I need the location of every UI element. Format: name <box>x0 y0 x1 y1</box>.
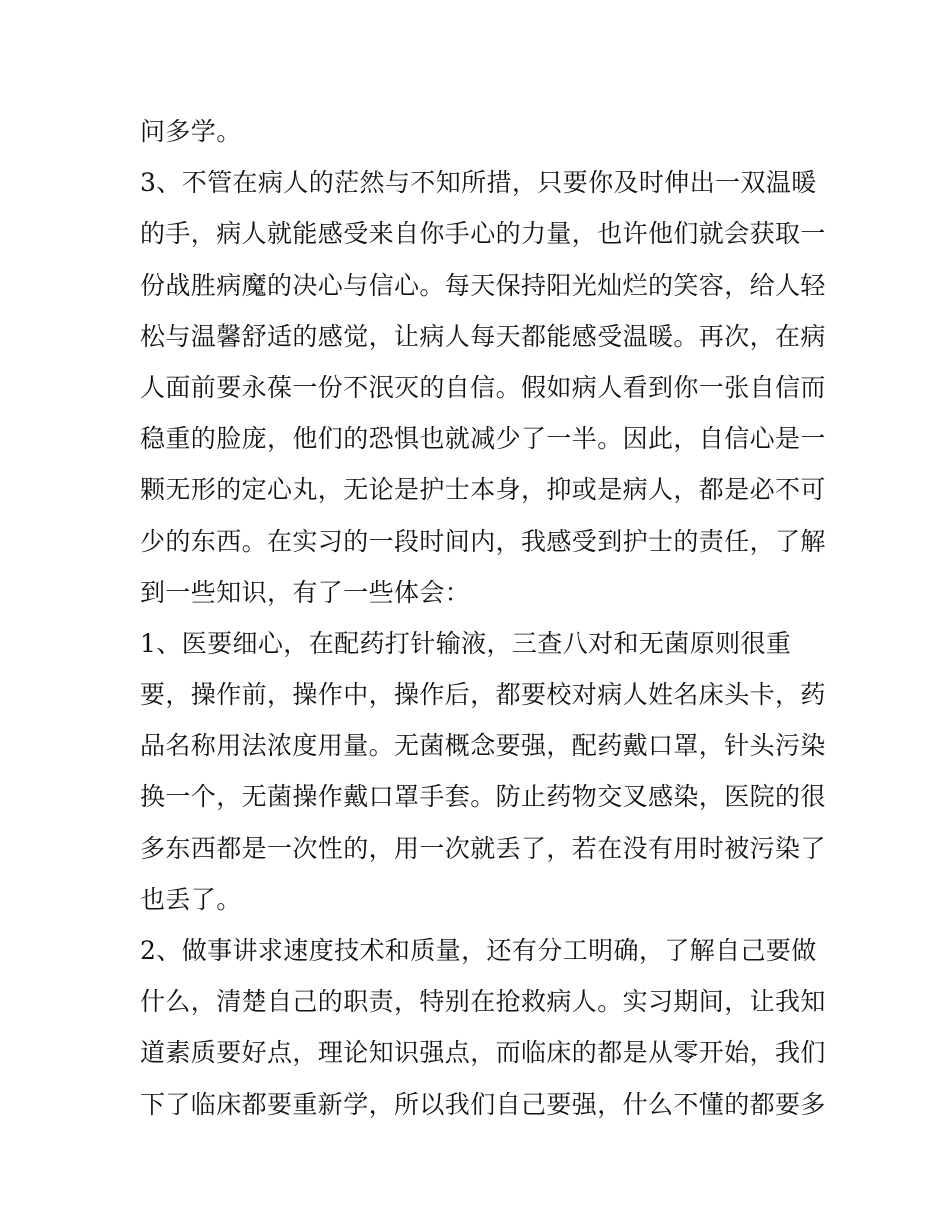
text-line: 品名称用法浓度用量。无菌概念要强，配药戴口罩，针头污染 <box>140 731 826 761</box>
text-line: 到一些知识，有了一些体会： <box>140 577 471 607</box>
text-line: 颗无形的定心丸，无论是护士本身，抑或是病人，都是必不可 <box>140 475 826 505</box>
body-text <box>140 106 826 1130</box>
text-line: 问多学。 <box>140 117 242 146</box>
text-line: 松与温馨舒适的感觉，让病人每天都能感受温暖。再次，在病 <box>140 321 826 351</box>
text-line: 3、不管在病人的茫然与不知所措，只要你及时伸出一双温暖 <box>140 168 817 198</box>
text-line: 2、做事讲求速度技术和质量，还有分工明确，了解自己要做 <box>140 936 817 965</box>
text-line: 什么，清楚自己的职责，特别在抢救病人。实习期间，让我知 <box>140 987 826 1017</box>
text-line: 稳重的脸庞，他们的恐惧也就减少了一半。因此，自信心是一 <box>140 424 826 454</box>
text-line: 多东西都是一次性的，用一次就丢了，若在没有用时被污染了 <box>140 833 826 863</box>
text-line: 人面前要永葆一份不泯灭的自信。假如病人看到你一张自信而 <box>140 372 826 402</box>
text-line: 要，操作前，操作中，操作后，都要校对病人姓名床头卡，药 <box>140 680 826 710</box>
text-line: 的手，病人就能感受来自你手心的力量，也许他们就会获取一 <box>140 219 826 249</box>
text-line: 也丢了。 <box>140 884 242 914</box>
text-line: 道素质要好点，理论知识强点，而临床的都是从零开始，我们 <box>140 1038 826 1068</box>
text-line: 少的东西。在实习的一段时间内，我感受到护士的责任，了解 <box>140 526 826 556</box>
text-line: 下了临床都要重新学，所以我们自己要强，什么不懂的都要多 <box>140 1089 826 1119</box>
text-line: 1、医要细心，在配药打针输液，三查八对和无菌原则很重 <box>140 628 792 658</box>
text-line: 换一个，无菌操作戴口罩手套。防止药物交叉感染，医院的很 <box>140 782 826 812</box>
text-line: 份战胜病魔的决心与信心。每天保持阳光灿烂的笑容，给人轻 <box>140 270 826 300</box>
